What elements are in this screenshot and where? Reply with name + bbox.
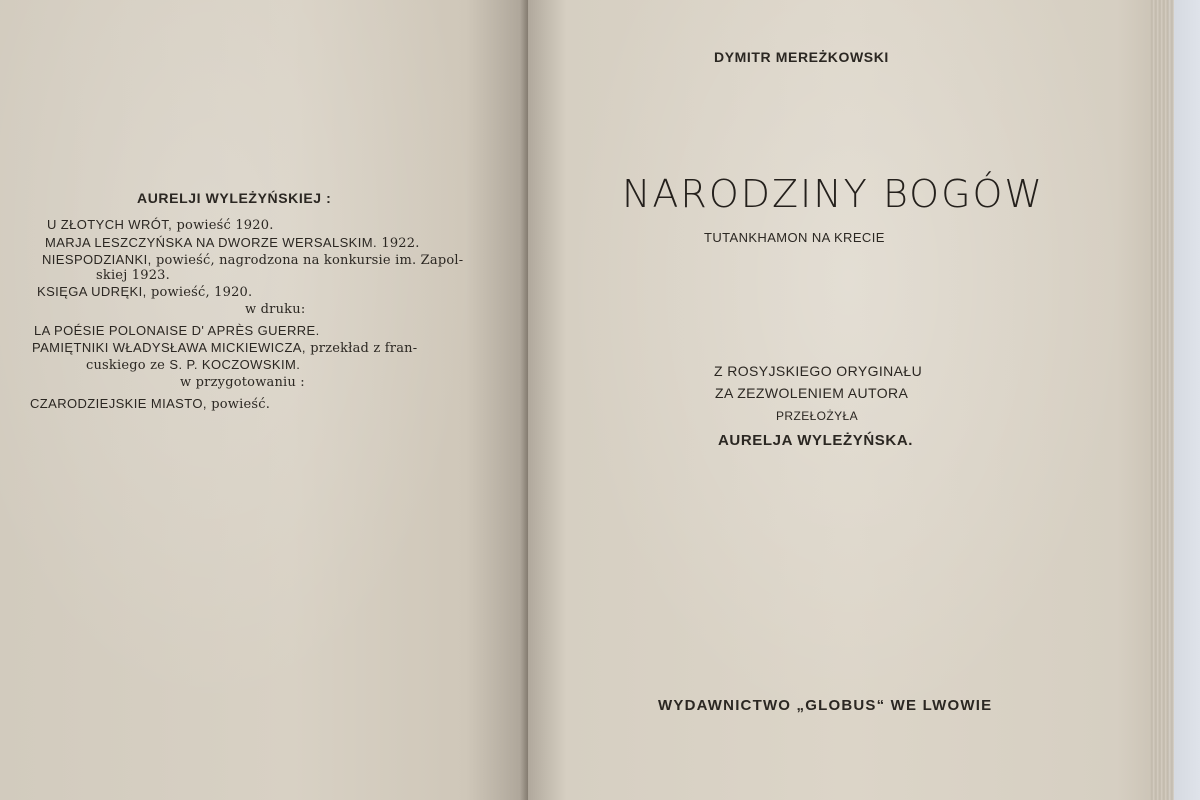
left-heading: AURELJI WYLEŻYŃSKIEJ : <box>137 190 332 206</box>
in-print-line-continuation: cuskiego ze S. P. KOCZOWSKIM. <box>86 357 301 373</box>
book-subtitle: TUTANKHAMON NA KRECIE <box>704 230 885 245</box>
work-line-continuation: skiej 1923. <box>96 268 170 283</box>
work-line: U ZŁOTYCH WRÓT, powieść 1920. <box>47 217 274 233</box>
translator-name: AURELJA WYLEŻYŃSKA. <box>718 432 914 449</box>
in-print-line: PAMIĘTNIKI WŁADYSŁAWA MICKIEWICZA, przekład z fran- <box>32 340 418 356</box>
page-edges <box>1150 0 1174 800</box>
left-page <box>0 0 530 800</box>
publisher-line: WYDAWNICTWO „GLOBUS“ WE LWOWIE <box>658 697 993 714</box>
in-preparation-line: CZARODZIEJSKIE MIASTO, powieść. <box>30 396 271 412</box>
book-title: NARODZINY BOGÓW <box>622 172 1045 216</box>
translation-line-2: ZA ZEZWOLENIEM AUTORA <box>715 385 909 401</box>
author-name: DYMITR MEREŻKOWSKI <box>714 49 889 65</box>
work-line: NIESPODZIANKI, powieść, nagrodzona na konkursie im. Zapol- <box>42 252 464 268</box>
translation-line-3: PRZEŁOŻYŁA <box>776 409 859 423</box>
work-line: KSIĘGA UDRĘKI, powieść, 1920. <box>37 284 253 300</box>
right-page <box>528 0 1168 800</box>
in-print-line: LA POÉSIE POLONAISE D' APRÈS GUERRE. <box>34 323 320 338</box>
section-in-preparation: w przygotowaniu : <box>180 375 305 390</box>
translation-line-1: Z ROSYJSKIEGO ORYGINAŁU <box>714 363 923 379</box>
work-line: MARJA LESZCZYŃSKA NA DWORZE WERSALSKIM. 1922. <box>45 235 420 251</box>
section-in-print: w druku: <box>245 302 306 317</box>
